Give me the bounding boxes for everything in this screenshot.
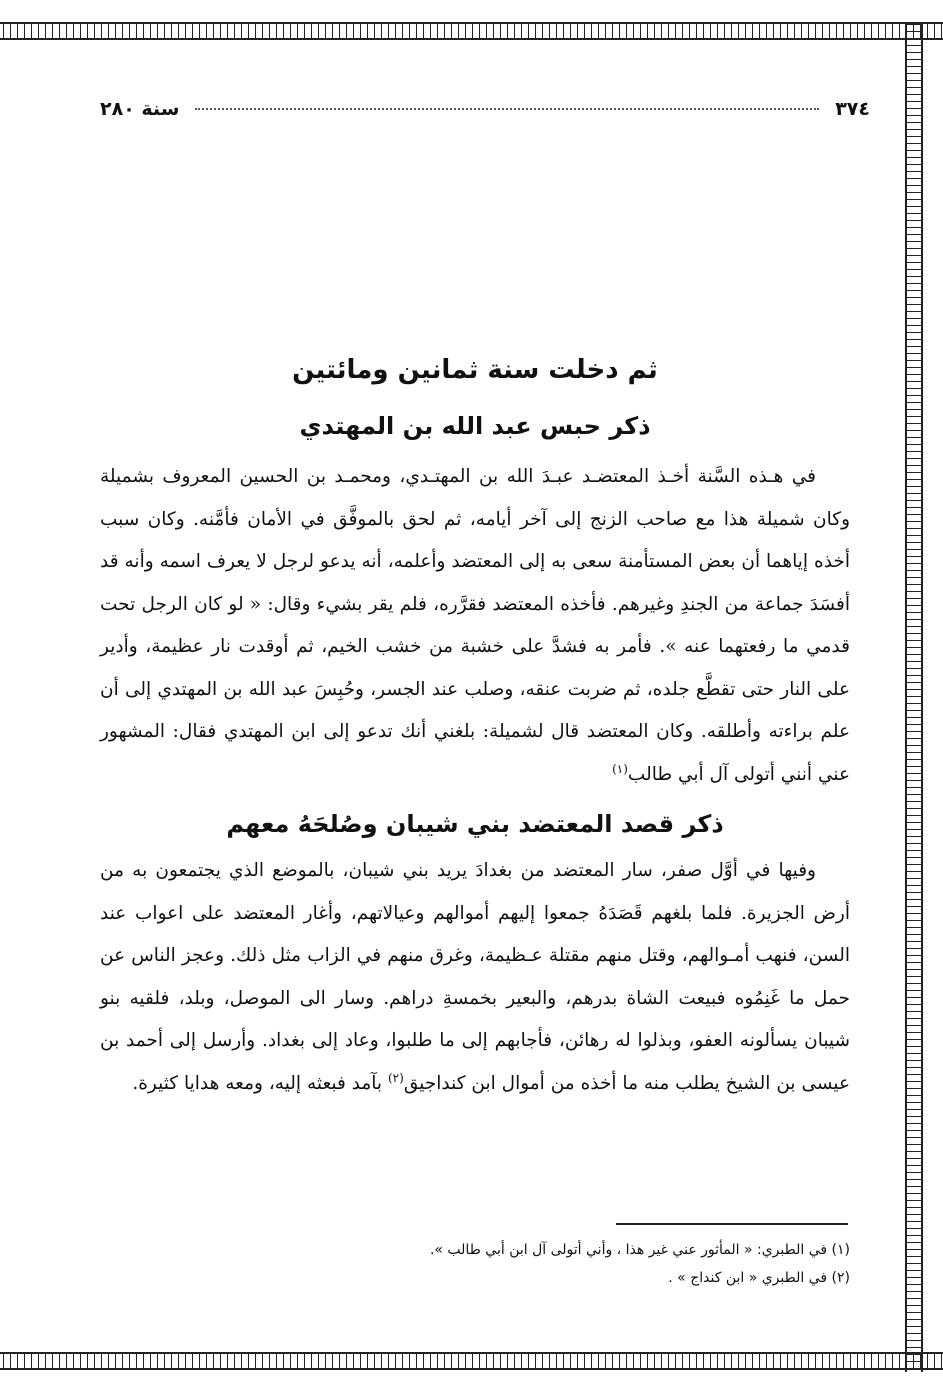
footnote-2: (٢) في الطبري « ابن كنداج » .	[668, 1270, 850, 1286]
header-dotted-leader	[195, 108, 819, 110]
decorative-border-bottom	[0, 1352, 943, 1370]
section-heading-2: ذكر قصد المعتضد بني شيبان وصُلحَهُ معهم	[226, 810, 724, 838]
footnote-1: (١) في الطبري: « المأثور عني غير هذا ، وأني أتولى آل ابن أبي طالب ».	[429, 1242, 850, 1258]
section-1-text: في هـذه السَّنة أخـذ المعتضـد عبـدَ الله بن المهتـدي، ومحمـد بن الحسين المعروف بشميلة وكان شميلة هذا مع صاحب الزنج إلى آخر أيامه، ثم لحق بالموفَّق في الأمان فأمَّنه. وكان سبب أخذه إياهما أن بعض المستأمنة سعى به إلى المعتضد وأعلمه، أنه يدعو لرجل لا يعرف اسمه وأنه قد أفسَدَ جماعة من الجندِ وغيرهم. فأخذه المعتضد فقرَّره، فلم يقر بشيء وقال: « لو كان الرجل تحت قدمي ما رفعتهما عنه ». فأمر به فشدَّ على خشبة من خشب الخيم، ثم أوقدت نار عظيمة، وأدير على النار حتى تقطَّع جلده، ثم ضربت عنقه، وصلب عند الجسر، وحُبِسَ عبد الله بن المهتدي إلى أن علم براءته وأطلقه. وكان المعتضد قال لشميلة: بلغني أنك تدعو إلى ابن المهتدي فقال: المشهور عني أنني أتولى آل أبي طالب	[100, 466, 850, 785]
decorative-border-right	[905, 22, 923, 1372]
section-2-paragraph	[100, 850, 850, 1105]
footnote-separator	[616, 1223, 848, 1225]
section-2-text-a: وفيها في أوَّل صفر، سار المعتضد من بغدادَ يريد بني شيبان، بالموضع الذي يجتمعون به من أرض الجزيرة. فلما بلغهم قَصَدَهُ جمعوا إليهم أموالهم وعيالاتهم، وأغار المعتضد على اعواب عند السن، فنهب أمـوالهم، وقتل منهم مقتلة عـظيمة، وغرق منهم في الزاب مثل ذلك. وعجز الناس عن حمل ما غَنِمُوه فبيعت الشاة بدرهم، والبعير بخمسةِ دراهم. وسار الى الموصل، وبلد، فلقيه بنو شيبان يسألونه العفو، وبذلوا له رهائن، فأجابهم إلى ما طلبوا، وعاد إلى بغداد. وأرسل إلى أحمد بن عيسى بن الشيخ يطلب منه ما أخذه من أموال ابن كنداجيق	[100, 860, 850, 1094]
footnote-ref-1[interactable]: (١)	[612, 761, 628, 776]
decorative-border-top	[0, 22, 943, 40]
footnote-ref-2[interactable]: (٢)	[387, 1070, 404, 1085]
page-number: ٣٧٤	[835, 98, 870, 120]
chapter-title: ثم دخلت سنة ثمانين ومائتين	[292, 355, 658, 385]
header-year: سنة ٢٨٠	[100, 98, 180, 120]
footnotes	[100, 1236, 850, 1292]
page-body	[100, 340, 850, 1105]
section-2-text-b: بآمد فبعثه إليه، ومعه هدايا كثيرة.	[132, 1072, 383, 1094]
running-header	[100, 92, 870, 126]
section-1-paragraph	[100, 456, 850, 796]
section-heading-1: ذكر حبس عبد الله بن المهتدي	[299, 412, 651, 440]
